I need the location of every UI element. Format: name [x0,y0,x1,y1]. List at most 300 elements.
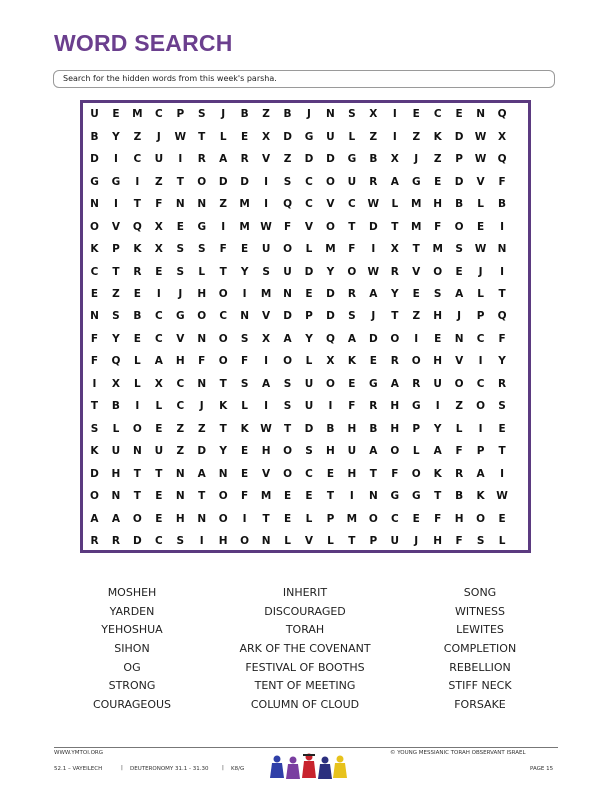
grid-letter[interactable]: E [348,377,356,390]
grid-letter[interactable]: U [283,265,292,278]
grid-letter[interactable]: K [240,422,249,435]
grid-letter[interactable]: E [434,332,442,345]
grid-letter[interactable]: S [262,265,270,278]
grid-letter[interactable]: L [477,288,484,300]
grid-letter[interactable]: N [175,490,185,503]
grid-letter[interactable]: O [347,265,357,278]
grid-letter[interactable]: A [219,153,228,166]
grid-letter[interactable]: D [218,175,228,188]
grid-letter[interactable]: W [474,243,487,256]
grid-letter[interactable]: D [240,175,249,188]
grid-letter[interactable]: L [112,422,120,435]
grid-letter[interactable]: L [477,198,484,211]
grid-letter[interactable]: R [390,355,399,368]
grid-letter[interactable]: J [178,288,183,300]
grid-letter[interactable]: T [155,467,163,480]
grid-letter[interactable]: U [347,445,357,458]
grid-letter[interactable]: M [132,108,143,121]
grid-letter[interactable]: O [197,175,207,188]
grid-letter[interactable]: H [390,400,400,413]
grid-letter[interactable]: G [304,130,314,143]
grid-letter[interactable]: F [241,355,249,368]
grid-letter[interactable]: N [283,288,292,300]
grid-letter[interactable]: O [433,265,443,278]
grid-letter[interactable]: T [219,377,227,390]
grid-letter[interactable]: N [240,310,250,323]
grid-letter[interactable]: Z [412,130,421,143]
grid-letter[interactable]: D [368,332,378,345]
grid-letter[interactable]: G [411,175,421,188]
grid-letter[interactable]: S [197,243,206,256]
grid-letter[interactable]: F [348,243,356,256]
grid-letter[interactable]: A [455,288,464,300]
grid-letter[interactable]: O [132,512,142,525]
grid-letter[interactable]: O [218,490,228,503]
grid-letter[interactable]: J [199,400,204,413]
grid-letter[interactable]: Z [155,175,163,188]
grid-letter[interactable]: C [305,467,313,480]
grid-letter[interactable]: X [154,377,163,390]
grid-letter[interactable]: U [111,445,121,458]
grid-letter[interactable]: G [111,175,121,188]
grid-letter[interactable]: R [455,467,464,480]
grid-letter[interactable]: O [476,512,486,525]
grid-letter[interactable]: L [412,445,420,458]
grid-letter[interactable]: A [390,377,399,390]
grid-letter[interactable]: T [369,467,377,480]
grid-letter[interactable]: H [326,445,335,458]
grid-letter[interactable]: E [241,130,249,143]
grid-letter[interactable]: S [176,243,185,256]
grid-letter[interactable]: X [497,130,507,143]
grid-letter[interactable]: N [368,490,378,503]
grid-letter[interactable]: K [90,445,99,458]
grid-letter[interactable]: W [367,265,380,278]
grid-letter[interactable]: N [476,108,485,121]
grid-letter[interactable]: C [154,535,163,548]
grid-letter[interactable]: H [390,422,400,435]
grid-letter[interactable]: R [90,535,99,548]
grid-letter[interactable]: Z [369,130,378,143]
grid-letter[interactable]: T [348,535,356,548]
grid-letter[interactable]: L [305,512,313,525]
grid-letter[interactable]: E [283,512,292,525]
grid-letter[interactable]: S [283,175,292,188]
grid-letter[interactable]: E [455,265,463,278]
grid-letter[interactable]: I [478,355,483,368]
grid-letter[interactable]: X [390,153,399,166]
grid-letter[interactable]: S [433,288,442,300]
grid-letter[interactable]: Y [433,422,442,435]
grid-letter[interactable]: M [411,220,422,233]
grid-letter[interactable]: X [154,243,163,256]
grid-letter[interactable]: I [500,220,504,233]
grid-letter[interactable]: E [498,512,506,525]
grid-letter[interactable]: P [305,310,313,323]
grid-letter[interactable]: L [155,400,163,413]
grid-letter[interactable]: N [132,445,142,458]
grid-letter[interactable]: T [348,220,356,233]
grid-letter[interactable]: K [433,130,442,143]
grid-letter[interactable]: U [390,535,400,548]
grid-letter[interactable]: V [304,220,314,233]
grid-letter[interactable]: K [476,490,485,503]
grid-letter[interactable]: A [369,445,378,458]
grid-letter[interactable]: Q [325,332,335,345]
grid-letter[interactable]: J [371,310,376,323]
grid-letter[interactable]: I [264,198,269,211]
grid-letter[interactable]: H [454,512,464,525]
grid-letter[interactable]: C [348,198,356,211]
grid-letter[interactable]: R [133,265,142,278]
grid-letter[interactable]: R [197,153,206,166]
grid-letter[interactable]: E [241,445,249,458]
grid-letter[interactable]: Z [176,422,185,435]
grid-letter[interactable]: F [434,512,442,525]
grid-letter[interactable]: E [412,512,420,525]
grid-letter[interactable]: R [369,175,378,188]
grid-letter[interactable]: F [283,220,292,233]
grid-letter[interactable]: C [90,265,99,278]
grid-letter[interactable]: C [476,332,485,345]
grid-letter[interactable]: V [326,198,335,211]
grid-letter[interactable]: Z [262,108,270,121]
grid-letter[interactable]: T [198,490,206,503]
grid-letter[interactable]: E [155,422,163,435]
grid-letter[interactable]: R [369,400,378,413]
grid-letter[interactable]: V [476,175,485,188]
grid-letter[interactable]: F [198,355,206,368]
grid-letter[interactable]: A [347,332,356,345]
grid-letter[interactable]: T [412,243,420,256]
grid-letter[interactable]: G [411,400,421,413]
grid-letter[interactable]: D [90,153,99,166]
grid-letter[interactable]: F [90,332,99,345]
grid-letter[interactable]: C [176,377,185,390]
grid-letter[interactable]: E [155,512,163,525]
grid-letter[interactable]: J [414,535,419,548]
grid-letter[interactable]: O [390,332,400,345]
footer-website[interactable]: WWW.YMTOI.ORG [54,750,104,756]
grid-letter[interactable]: P [176,108,185,121]
grid-letter[interactable]: N [90,310,99,323]
grid-letter[interactable]: I [264,355,269,368]
grid-letter[interactable]: S [197,108,206,121]
grid-letter[interactable]: Z [455,400,463,413]
grid-letter[interactable]: W [260,220,272,233]
grid-letter[interactable]: T [112,265,120,278]
grid-letter[interactable]: A [369,288,378,300]
grid-letter[interactable]: H [347,422,357,435]
grid-letter[interactable]: N [111,490,121,503]
grid-letter[interactable]: Z [433,153,442,166]
grid-letter[interactable]: T [262,512,270,525]
grid-letter[interactable]: K [133,243,142,256]
grid-letter[interactable]: I [328,400,333,413]
grid-letter[interactable]: B [283,108,292,121]
grid-letter[interactable]: D [368,220,378,233]
grid-letter[interactable]: E [133,332,141,345]
grid-letter[interactable]: L [305,243,313,256]
grid-letter[interactable]: X [111,377,120,390]
grid-letter[interactable]: O [90,490,99,503]
grid-letter[interactable]: D [304,265,314,278]
grid-letter[interactable]: Q [497,310,507,323]
grid-letter[interactable]: S [240,377,249,390]
grid-letter[interactable]: O [325,220,335,233]
grid-letter[interactable]: W [260,422,272,435]
grid-letter[interactable]: S [283,400,292,413]
grid-letter[interactable]: T [391,220,399,233]
grid-letter[interactable]: N [90,198,99,211]
grid-letter[interactable]: D [326,288,335,300]
grid-letter[interactable]: D [454,130,464,143]
grid-letter[interactable]: L [327,535,334,548]
grid-letter[interactable]: T [133,490,141,503]
grid-letter[interactable]: E [241,467,249,480]
grid-letter[interactable]: U [304,377,314,390]
grid-letter[interactable]: B [111,400,120,413]
grid-letter[interactable]: Y [112,332,120,345]
grid-letter[interactable]: Y [112,130,120,143]
grid-letter[interactable]: Y [219,445,227,458]
grid-letter[interactable]: B [133,310,142,323]
grid-letter[interactable]: D [326,310,335,323]
grid-letter[interactable]: Z [133,130,142,143]
grid-letter[interactable]: L [241,400,248,413]
grid-letter[interactable]: I [349,490,354,503]
grid-letter[interactable]: P [455,153,463,166]
grid-letter[interactable]: R [347,288,356,300]
grid-letter[interactable]: E [412,288,420,300]
grid-letter[interactable]: F [434,220,442,233]
grid-letter[interactable]: A [111,512,120,525]
grid-letter[interactable]: F [155,198,163,211]
grid-letter[interactable]: I [156,288,161,300]
grid-letter[interactable]: T [219,422,227,435]
grid-letter[interactable]: V [262,467,271,480]
grid-letter[interactable]: O [240,535,250,548]
grid-letter[interactable]: J [478,265,483,278]
grid-letter[interactable]: I [264,175,269,188]
grid-letter[interactable]: Q [132,220,142,233]
grid-letter[interactable]: G [347,153,357,166]
grid-letter[interactable]: X [154,220,163,233]
grid-letter[interactable]: H [347,467,357,480]
grid-letter[interactable]: W [496,490,508,503]
grid-letter[interactable]: S [90,422,99,435]
grid-letter[interactable]: G [90,175,99,188]
grid-letter[interactable]: D [454,175,464,188]
grid-letter[interactable]: C [433,108,442,121]
grid-letter[interactable]: Y [305,332,313,345]
grid-letter[interactable]: V [455,355,464,368]
grid-letter[interactable]: H [433,198,443,211]
grid-letter[interactable]: N [175,467,185,480]
grid-letter[interactable]: N [197,332,207,345]
grid-letter[interactable]: H [433,310,443,323]
grid-letter[interactable]: I [113,198,118,211]
grid-letter[interactable]: C [390,512,399,525]
grid-letter[interactable]: F [498,175,506,188]
grid-letter[interactable]: I [500,265,504,278]
grid-letter[interactable]: Z [176,445,185,458]
grid-letter[interactable]: E [305,288,313,300]
grid-letter[interactable]: O [283,243,293,256]
grid-letter[interactable]: T [219,265,227,278]
grid-letter[interactable]: I [135,400,140,413]
grid-letter[interactable]: T [283,422,292,435]
grid-letter[interactable]: N [218,467,228,480]
grid-letter[interactable]: L [498,535,506,548]
grid-letter[interactable]: L [284,535,291,548]
grid-letter[interactable]: X [262,332,271,345]
grid-letter[interactable]: M [432,243,443,256]
grid-letter[interactable]: G [369,377,378,390]
grid-letter[interactable]: I [414,332,419,345]
grid-letter[interactable]: G [175,310,185,323]
grid-letter[interactable]: E [305,490,313,503]
grid-letter[interactable]: C [305,198,313,211]
grid-letter[interactable]: F [90,355,99,368]
grid-letter[interactable]: A [90,512,99,525]
grid-letter[interactable]: B [240,108,249,121]
grid-letter[interactable]: V [176,332,185,345]
grid-letter[interactable]: Y [240,265,249,278]
grid-letter[interactable]: I [221,220,226,233]
grid-letter[interactable]: O [411,355,421,368]
grid-letter[interactable]: H [175,512,185,525]
grid-letter[interactable]: N [261,535,271,548]
grid-letter[interactable]: E [412,108,420,121]
grid-letter[interactable]: R [240,153,249,166]
grid-letter[interactable]: E [155,265,163,278]
grid-letter[interactable]: J [307,108,311,121]
grid-letter[interactable]: S [305,445,313,458]
grid-letter[interactable]: U [261,243,271,256]
grid-letter[interactable]: E [477,220,485,233]
grid-letter[interactable]: L [455,422,463,435]
grid-letter[interactable]: L [198,265,206,278]
grid-letter[interactable]: B [369,153,378,166]
grid-letter[interactable]: S [348,310,356,323]
grid-letter[interactable]: F [219,243,227,256]
grid-letter[interactable]: O [476,400,486,413]
grid-letter[interactable]: B [498,198,507,211]
grid-letter[interactable]: I [392,130,397,143]
grid-letter[interactable]: M [239,198,250,211]
grid-letter[interactable]: I [371,243,376,256]
grid-letter[interactable]: T [176,175,184,188]
grid-letter[interactable]: T [391,310,399,323]
grid-letter[interactable]: O [197,310,207,323]
grid-letter[interactable]: K [90,243,99,256]
grid-letter[interactable]: S [283,377,292,390]
grid-letter[interactable]: O [283,445,293,458]
grid-letter[interactable]: D [283,310,292,323]
grid-letter[interactable]: X [369,108,378,121]
grid-letter[interactable]: D [283,130,292,143]
grid-letter[interactable]: A [197,467,206,480]
grid-letter[interactable]: Q [111,355,121,368]
grid-letter[interactable]: B [455,198,464,211]
grid-letter[interactable]: Z [197,422,206,435]
grid-letter[interactable]: X [326,355,335,368]
grid-letter[interactable]: I [392,108,397,121]
grid-letter[interactable]: O [90,220,99,233]
grid-letter[interactable]: O [325,175,335,188]
grid-letter[interactable]: V [412,265,421,278]
grid-letter[interactable]: K [347,355,356,368]
grid-letter[interactable]: C [476,377,485,390]
grid-letter[interactable]: I [242,512,247,525]
grid-letter[interactable]: M [239,220,250,233]
grid-letter[interactable]: D [304,153,314,166]
grid-letter[interactable]: N [454,332,464,345]
grid-letter[interactable]: A [476,467,485,480]
grid-letter[interactable]: J [221,108,226,121]
grid-letter[interactable]: E [176,220,184,233]
grid-letter[interactable]: H [433,535,443,548]
grid-letter[interactable]: E [326,467,335,480]
grid-letter[interactable]: N [497,243,507,256]
grid-letter[interactable]: H [433,355,443,368]
grid-letter[interactable]: O [368,512,378,525]
grid-letter[interactable]: E [283,490,292,503]
grid-letter[interactable]: B [455,490,464,503]
grid-letter[interactable]: I [478,422,483,435]
grid-letter[interactable]: S [476,535,485,548]
grid-letter[interactable]: G [411,490,421,503]
grid-letter[interactable]: O [218,512,228,525]
grid-letter[interactable]: C [133,153,142,166]
grid-letter[interactable]: V [262,310,271,323]
grid-letter[interactable]: X [390,243,399,256]
grid-letter[interactable]: O [218,355,228,368]
grid-letter[interactable]: O [454,377,464,390]
grid-letter[interactable]: E [434,175,442,188]
grid-letter[interactable]: F [455,445,463,458]
grid-letter[interactable]: I [435,400,440,413]
grid-letter[interactable]: U [154,445,164,458]
grid-letter[interactable]: P [326,512,335,525]
grid-letter[interactable]: L [219,130,227,143]
grid-letter[interactable]: S [498,400,506,413]
grid-letter[interactable]: S [348,108,356,121]
grid-letter[interactable]: S [455,243,463,256]
grid-letter[interactable]: E [455,108,463,121]
grid-letter[interactable]: K [219,400,228,413]
grid-letter[interactable]: G [390,490,400,503]
grid-letter[interactable]: B [90,130,99,143]
grid-letter[interactable]: O [283,467,293,480]
grid-letter[interactable]: V [262,153,271,166]
grid-letter[interactable]: E [369,355,377,368]
grid-letter[interactable]: E [90,288,99,300]
grid-letter[interactable]: F [391,467,399,480]
grid-letter[interactable]: Y [498,355,506,368]
grid-letter[interactable]: O [218,288,228,300]
grid-letter[interactable]: E [112,108,120,121]
grid-letter[interactable]: U [326,130,335,143]
grid-letter[interactable]: T [326,490,335,503]
grid-letter[interactable]: W [174,130,187,143]
grid-letter[interactable]: T [498,288,506,300]
grid-letter[interactable]: A [433,445,442,458]
grid-letter[interactable]: Q [497,108,507,121]
grid-letter[interactable]: O [132,422,142,435]
grid-letter[interactable]: R [390,265,399,278]
